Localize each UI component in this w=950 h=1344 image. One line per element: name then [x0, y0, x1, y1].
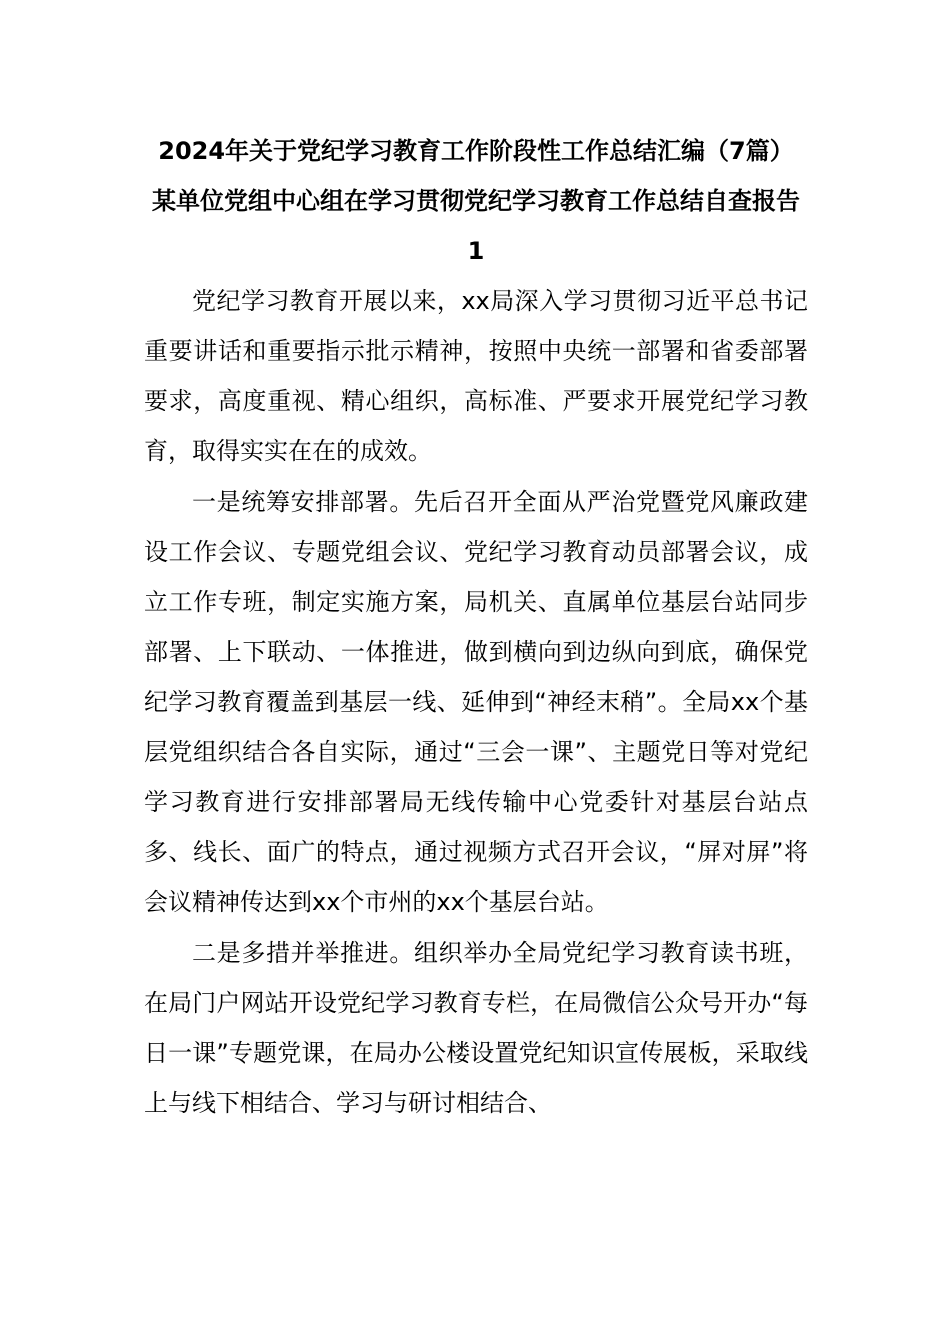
- paragraph-intro: 党纪学习教育开展以来，xx局深入学习贯彻习近平总书记重要讲话和重要指示批示精神，按照中央统一部署和省委部署要求，高度重视、精心组织，高标准、严要求开展党纪学习教育，取得实实在在的成效。: [144, 287, 808, 465]
- document-subtitle: 某单位党组中心组在学习贯彻党纪学习教育工作总结自查报告 1: [152, 187, 800, 265]
- paragraph-one: 一是统筹安排部署。先后召开全面从严治党暨党风廉政建设工作会议、专题党组会议、党纪学习教育动员部署会议，成立工作专班，制定实施方案，局机关、直属单位基层台站同步部署、上下联动、一体推进，做到横向到边纵向到底，确保党纪学习教育覆盖到基层一线、延伸到“神经末稍”。全局xx个基层党组织结合各自实际，通过“三会一课”、主题党日等对党纪学习教育进行安排部署局无线传输中心党委针对基层台站点多、线长、面广的特点，通过视频方式召开会议，“屏对屏”将会议精神传达到xx个市州的xx个基层台站。: [144, 488, 808, 916]
- document-title: 2024年关于党纪学习教育工作阶段性工作总结汇编（7篇）: [158, 137, 794, 165]
- paragraph-two: 二是多措并举推进。组织举办全局党纪学习教育读书班，在局门户网站开设党纪学习教育专栏，在局微信公众号开办“每日一课”专题党课，在局办公楼设置党纪知识宣传展板，采取线上与线下相结合、学习与研讨相结合、: [144, 939, 808, 1117]
- document-body: [144, 126, 808, 1128]
